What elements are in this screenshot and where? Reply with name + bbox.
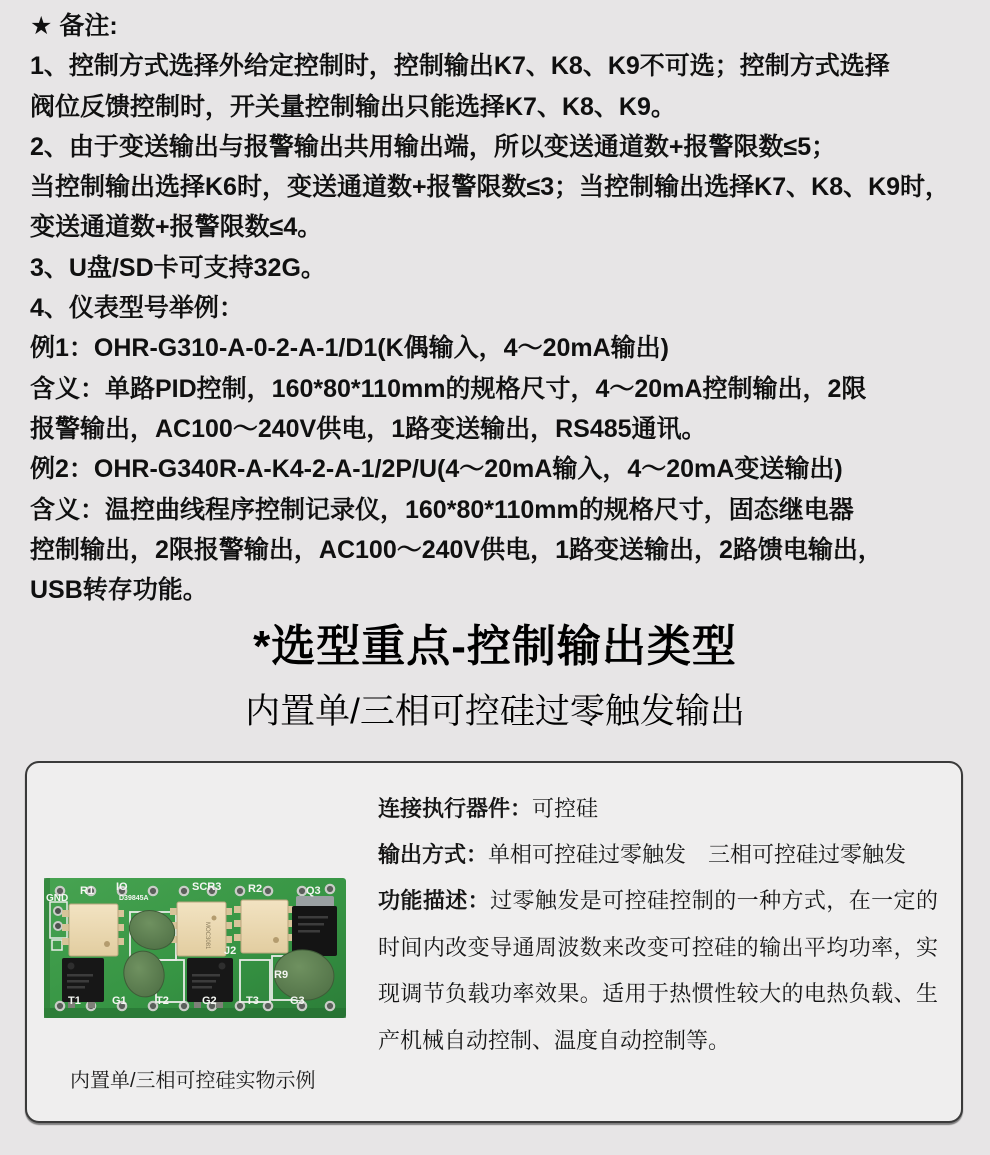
- pcb-label-partno: D39845A: [119, 895, 149, 902]
- pcb-photo-svg: [44, 878, 346, 1018]
- pcb-label-g1: G1: [112, 995, 127, 1007]
- notes-line: 变送通道数+报警限数≤4。: [30, 213, 323, 242]
- field-function-desc-label: 功能描述：: [378, 888, 491, 913]
- notes-line: USB转存功能。: [30, 576, 208, 605]
- pcb-label-io: IO: [116, 881, 128, 893]
- notes-line: 含义：单路PID控制，160*80*110mm的规格尺寸，4～20mA控制输出，2限: [30, 374, 867, 403]
- ic-part-text: MOC3081: [204, 922, 210, 950]
- pcb-caption: 内置单/三相可控硅实物示例: [70, 1070, 316, 1092]
- pcb-label-g3: G3: [290, 995, 305, 1007]
- notes-line: 2、由于变送输出与报警输出共用输出端，所以变送通道数+报警限数≤5；: [30, 132, 837, 161]
- power-package-3: [292, 896, 337, 956]
- pcb-label-q3: Q3: [306, 885, 321, 897]
- pcb-label-scr3: SCR3: [192, 881, 222, 893]
- notes-line: 阀位反馈控制时，开关量控制输出只能选择K7、K8、K9。: [30, 92, 676, 121]
- optocoupler-ic-2: [170, 902, 232, 956]
- panel-description: [378, 786, 938, 1064]
- notes-line: 例1：OHR-G310-A-0-2-A-1/D1(K偶输入，4～20mA输出): [30, 334, 669, 363]
- pcb-label-g2: G2: [202, 995, 217, 1007]
- optocoupler-ic-1: [62, 904, 124, 956]
- pcb-label-r2: R2: [248, 883, 263, 895]
- field-function-desc-value: 过零触发是可控硅控制的一种方式，在一定的时间内改变导通周波数来改变可控硅的输出平均功率，实现调节负载功率效果。适用于热惯性较大的电热负载、生产机械自动控制、温度自动控制等。: [378, 888, 938, 1053]
- pcb-label-gnd: GND: [46, 893, 69, 904]
- pcb-photo: [44, 878, 346, 1018]
- notes-line: 当控制输出选择K6时，变送通道数+报警限数≤3；当控制输出选择K7、K8、K9时，: [30, 173, 951, 202]
- page-title: *选型重点-控制输出类型: [253, 622, 737, 671]
- notes-header: ★ 备注:: [30, 12, 118, 40]
- notes-line: 含义：温控曲线程序控制记录仪，160*80*110mm的规格尺寸，固态继电器: [30, 495, 854, 524]
- field-output-mode-value: 单相可控硅过零触发 三相可控硅过零触发: [488, 842, 907, 867]
- pcb-label-r1: R1: [80, 885, 95, 897]
- field-actuator-value: 可控硅: [532, 796, 599, 821]
- optocoupler-ic-3: [234, 900, 294, 953]
- pcb-label-t2: T2: [156, 995, 169, 1007]
- notes-line: 控制输出，2限报警输出，AC100～240V供电，1路变送输出，2路馈电输出，: [30, 535, 883, 564]
- notes-line: 1、控制方式选择外给定控制时，控制输出K7、K8、K9不可选；控制方式选择: [30, 52, 890, 81]
- field-output-mode: [378, 832, 938, 878]
- field-actuator: [378, 786, 938, 832]
- notes-line: 例2：OHR-G340R-A-K4-2-A-1/2P/U(4～20mA输入，4～20mA变送输出): [30, 455, 843, 484]
- pcb-label-r9: R9: [274, 969, 289, 981]
- pcb-label-t1: T1: [68, 995, 81, 1007]
- pcb-label-t3: T3: [246, 995, 259, 1007]
- field-output-mode-label: 输出方式：: [378, 842, 489, 867]
- page-subtitle: 内置单/三相可控硅过零触发输出: [245, 692, 745, 731]
- pcb-label-j2: J2: [224, 945, 237, 957]
- notes-line: 3、U盘/SD卡可支持32G。: [30, 253, 326, 282]
- field-function-desc: [378, 878, 938, 1064]
- notes-line: 4、仪表型号举例：: [30, 294, 244, 323]
- field-actuator-label: 连接执行器件：: [378, 796, 533, 821]
- notes-section: [30, 6, 970, 610]
- notes-line: 报警输出，AC100～240V供电，1路变送输出，RS485通讯。: [30, 414, 707, 443]
